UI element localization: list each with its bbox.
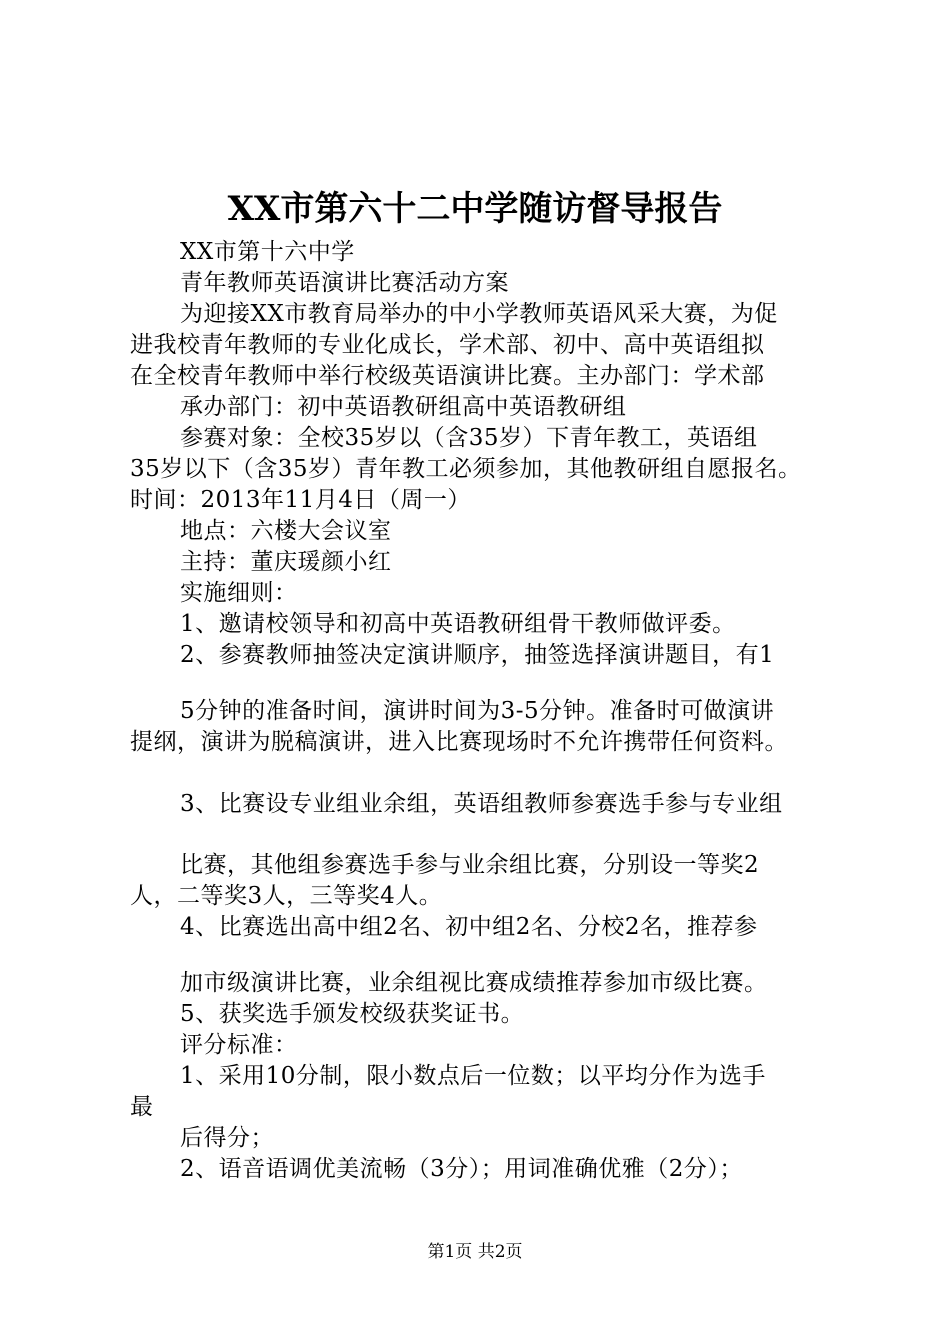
text-line: 实施细则： [180, 580, 298, 606]
text-line: 2、语音语调优美流畅（3分）；用词准确优雅（2分）； [180, 1156, 743, 1182]
text-line: 后得分； [180, 1125, 274, 1151]
text-line: 最 [130, 1094, 154, 1120]
text-line: XX市第十六中学 [180, 239, 355, 265]
document-title: XX市第六十二中学随访督导报告 [227, 189, 723, 229]
text-line: 评分标准： [180, 1032, 298, 1058]
text-line: 5分钟的准备时间，演讲时间为3-5分钟。准备时可做演讲 [180, 698, 775, 724]
text-line: 1、邀请校领导和初高中英语教研组骨干教师做评委。 [180, 611, 736, 637]
text-line: 3、比赛设专业组业余组，英语组教师参赛选手参与专业组 [180, 791, 783, 817]
page-footer: 第1页 共2页 [427, 1242, 523, 1262]
text-line: 青年教师英语演讲比赛活动方案 [180, 270, 509, 296]
text-line: 2、参赛教师抽签决定演讲顺序，抽签选择演讲题目，有1 [180, 642, 775, 668]
text-line: 人，二等奖3人，三等奖4人。 [130, 883, 443, 909]
text-line: 参赛对象：全校35岁以（含35岁）下青年教工，英语组 [180, 425, 758, 451]
text-line: 4、比赛选出高中组2名、初中组2名、分校2名，推荐参 [180, 914, 758, 940]
text-line: 1、采用10分制，限小数点后一位数；以平均分作为选手 [180, 1063, 766, 1089]
text-line: 地点：六楼大会议室 [180, 518, 392, 544]
text-line: 在全校青年教师中举行校级英语演讲比赛。主办部门：学术部 [130, 363, 765, 389]
text-line: 比赛，其他组参赛选手参与业余组比赛，分别设一等奖2 [180, 852, 760, 878]
text-line: 35岁以下（含35岁）青年教工必须参加，其他教研组自愿报名。 [130, 456, 802, 482]
text-line: 主持：董庆瑗颜小红 [180, 549, 392, 575]
text-line: 提纲，演讲为脱稿演讲，进入比赛现场时不允许携带任何资料。 [130, 729, 788, 755]
text-line: 5、获奖选手颁发校级获奖证书。 [180, 1001, 525, 1027]
text-line: 为迎接XX市教育局举办的中小学教师英语风采大赛，为促 [180, 301, 778, 327]
text-line: 承办部门：初中英语教研组高中英语教研组 [180, 394, 627, 420]
text-line: 加市级演讲比赛，业余组视比赛成绩推荐参加市级比赛。 [180, 970, 768, 996]
text-line: 进我校青年教师的专业化成长，学术部、初中、高中英语组拟 [130, 332, 765, 358]
text-line: 时间：2013年11月4日（周一） [130, 487, 471, 513]
